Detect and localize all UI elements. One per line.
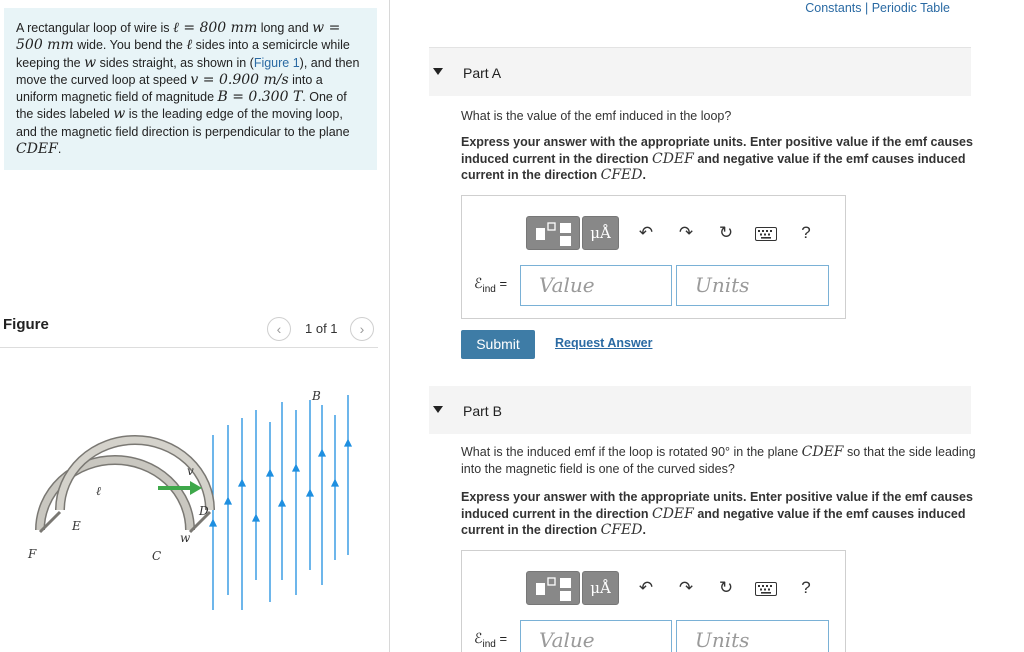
label-F: F — [28, 547, 37, 561]
figure-link[interactable]: Figure 1 — [253, 55, 300, 70]
redo-icon[interactable]: ↷ — [678, 578, 694, 597]
help-icon[interactable]: ? — [801, 578, 811, 597]
right-panel — [391, 0, 1024, 652]
templates-button[interactable] — [526, 216, 580, 250]
part-b-title: Part B — [463, 403, 502, 419]
figure-diagram — [20, 380, 365, 620]
problem-statement: A rectangular loop of wire is ℓ = 800 mm long and w = 500 mm wide. You bend the ℓ sides into a semicircle while keeping the w sides straight, as shown in (Figure 1), and then move the curved loop at speed v = 0.900 m/s into a uniform magnetic field of magnitude B = 0.300 T. One of the sides labeled w is the leading edge of the moving loop, and the magnetic field direction is perpendicular to the plane CDEF. — [4, 8, 377, 170]
redo-icon[interactable]: ↷ — [678, 223, 694, 242]
magnetic-field-lines — [210, 395, 351, 610]
reset-icon[interactable]: ↻ — [718, 223, 734, 242]
figure-title: Figure — [3, 316, 49, 333]
part-a-title: Part A — [463, 65, 502, 81]
help-icon[interactable]: ? — [801, 223, 811, 242]
collapse-triangle-icon — [433, 406, 443, 413]
label-C: C — [152, 549, 162, 563]
units-symbol-button[interactable]: μÅ — [582, 571, 619, 605]
keyboard-icon[interactable] — [752, 216, 780, 250]
math-toolbar — [526, 571, 826, 605]
label-D: D — [199, 504, 209, 518]
next-figure-button[interactable]: › — [350, 317, 374, 341]
emf-label: ℰ$_{ind}$ = — [474, 276, 508, 295]
label-w: w — [180, 531, 191, 545]
part-a-question: What is the value of the emf induced in the loop? — [461, 109, 732, 123]
constants-link[interactable]: Constants — [805, 1, 862, 15]
part-b-question: What is the induced emf if the loop is rotated 90° in the plane CDEF so that the side leading into the magnetic field is one of the curved sides? — [461, 444, 976, 476]
units-symbol-button[interactable]: μÅ — [582, 216, 619, 250]
part-a-instructions: Express your answer with the appropriate units. Enter positive value if the emf causes induced current in the direction CDEF and negative value if the emf causes induced current in the direction CFED. — [461, 135, 973, 183]
value-input[interactable]: Value — [520, 265, 672, 306]
collapse-triangle-icon — [433, 68, 443, 75]
templates-button[interactable] — [526, 571, 580, 605]
left-panel — [0, 0, 390, 652]
periodic-table-link[interactable]: Periodic Table — [871, 1, 950, 15]
label-E: E — [72, 519, 81, 533]
units-input[interactable]: Units — [676, 620, 829, 652]
units-input[interactable]: Units — [676, 265, 829, 306]
emf-label: ℰ$_{ind}$ = — [474, 631, 508, 650]
header-links: Constants | Periodic Table — [805, 1, 950, 15]
undo-icon[interactable]: ↶ — [638, 223, 654, 242]
undo-icon[interactable]: ↶ — [638, 578, 654, 597]
template-icon — [527, 572, 581, 606]
previous-figure-button[interactable]: ‹ — [267, 317, 291, 341]
request-answer-link[interactable]: Request Answer — [555, 336, 653, 350]
label-B: B — [312, 389, 321, 403]
label-v: v — [187, 464, 194, 478]
keyboard-icon[interactable] — [752, 571, 780, 605]
reset-icon[interactable]: ↻ — [718, 578, 734, 597]
keyboard-glyph — [755, 227, 777, 241]
figure-count: 1 of 1 — [305, 321, 338, 336]
math-toolbar — [526, 216, 826, 250]
template-icon — [527, 217, 581, 251]
label-l: ℓ — [96, 484, 101, 498]
keyboard-glyph — [755, 582, 777, 596]
part-b-answer-box — [461, 550, 846, 652]
part-b-instructions: Express your answer with the appropriate units. Enter positive value if the emf causes induced current in the direction CDEF and negative value if the emf causes induced current in the direction CFED. — [461, 490, 973, 538]
value-input[interactable]: Value — [520, 620, 672, 652]
part-a-answer-box — [461, 195, 846, 319]
part-b-header[interactable] — [429, 386, 971, 434]
figure-header — [0, 308, 378, 348]
submit-button[interactable]: Submit — [461, 330, 535, 359]
part-a-header[interactable] — [429, 48, 971, 96]
